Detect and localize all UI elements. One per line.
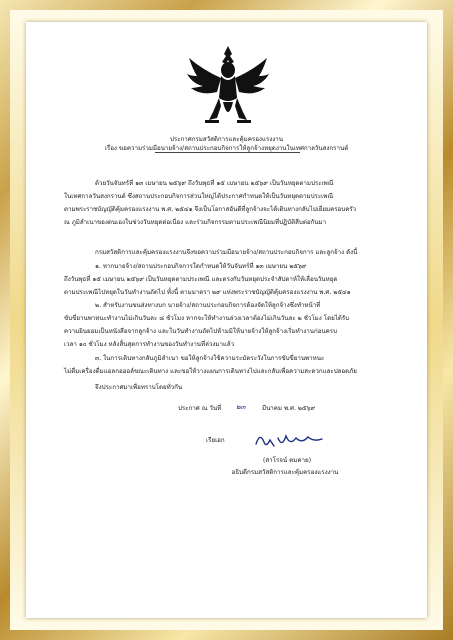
para1-line: ด้วยวันจันทร์ที่ ๑๓ เมษายน ๒๕๖๙ ถึงวันพุธที่ ๑๕ เมษายน ๒๕๖๙ เป็นวันหยุดตามประเพณี (95, 180, 334, 187)
para2-line: ไม่ดื่มเครื่องดื่มแอลกอฮอล์ขณะเดินทาง และขอให้วางแผนการเดินทางไปและกลับเพื่อความสะดวกและปลอดภัย (64, 368, 357, 375)
document-title: ประกาศกรมสวัสดิการและคุ้มครองแรงงาน (169, 136, 284, 143)
garuda-emblem-icon (183, 40, 273, 130)
handwritten-signature-icon (250, 428, 330, 452)
para2-line: ถึงวันพุธที่ ๑๕ เมษายน ๒๕๖๙ เป็นวันหยุดตามประเพณี และตรงกับวันหยุดประจำสัปดาห์ให้เลื่อนวันหยุด (64, 276, 338, 283)
para2-line: ๑. หากนายจ้าง/สถานประกอบกิจการใดกำหนดให้วันจันทร์ที่ ๑๓ เมษายน ๒๕๖๙ (95, 263, 307, 270)
para1-line: ในเทศกาลวันสงกรานต์ ซึ่งสถานประกอบกิจการส่วนใหญ่ได้ประกาศกำหนดให้เป็นวันหยุดตามประเพณี (64, 193, 334, 200)
signature-prefix: เรียเอก (206, 437, 225, 444)
date-day: ๒๓ (236, 403, 246, 411)
para2-line: ๓. ในการเดินทางกลับภูมิลำเนา ขอให้ลูกจ้างใช้ความระมัดระวังในการขับขี่ยานพาหนะ (95, 355, 325, 362)
document-subject: เรื่อง ขอความร่วมมือนายจ้าง/สถานประกอบกิจการให้ลูกจ้างหยุดงานในเทศกาลวันสงกรานต์ (104, 145, 349, 152)
date-prefix: ประกาศ ณ วันที่ (178, 405, 222, 412)
date-month-year: มีนาคม พ.ศ. ๒๕๖๙ (262, 405, 316, 412)
para2-line: ขับขี่ยานพาหนะทำงานไม่เกินวันละ ๘ ชั่วโมง หากจะให้ทำงานล่วงเวลาต้องไม่เกินวันละ ๒ ชั่วโมง โดยได้รับ (64, 315, 350, 322)
para2-line: ตามประเพณีไปหยุดในวันทำงานถัดไป ทั้งนี้ ตามมาตรา ๒๙ แห่งพระราชบัญญัติคุ้มครองแรงงาน พ.ศ. ๒๕๔๑ (64, 289, 351, 296)
para1-line: ตามพระราชบัญญัติคุ้มครองแรงงาน พ.ศ. ๒๕๔๑ จึงเป็นโอกาสอันดีที่ลูกจ้างจะได้เดินทางกลับไปเยี่ยมครอบครัว (64, 206, 357, 213)
para2-line: ๒. สำหรับงานขนส่งทางบก นายจ้าง/สถานประกอบกิจการต้องจัดให้ลูกจ้างซึ่งทำหน้าที่ (95, 302, 321, 309)
closing-line: จึงประกาศมาเพื่อทราบโดยทั่วกัน (95, 384, 183, 391)
signatory-name: (สาโรจน์ คมคาย) (262, 457, 311, 464)
para2-line: ความยินยอมเป็นหนังสือจากลูกจ้าง และในวันทำงานถัดไปห้ามมิให้นายจ้างให้ลูกจ้างเริ่มทำงานก่อนครบ (64, 328, 338, 335)
para2-line: เวลา ๑๐ ชั่วโมง หลังสิ้นสุดการทำงานของวันทำงานที่ล่วงมาแล้ว (64, 341, 235, 348)
signatory-title: อธิบดีกรมสวัสดิการและคุ้มครองแรงงาน (231, 469, 339, 476)
title-divider (155, 152, 300, 153)
para1-line: ณ ภูมิลำเนาของตนเองในช่วงวันหยุดต่อเนื่อง และร่วมกิจกรรมตามประเพณีนิยมที่ปฏิบัติสืบต่อกันมา (64, 219, 327, 226)
para2-line: กรมสวัสดิการและคุ้มครองแรงงานจึงขอความร่วมมือนายจ้าง/สถานประกอบกิจการ และลูกจ้าง ดังนี้ (95, 249, 358, 256)
